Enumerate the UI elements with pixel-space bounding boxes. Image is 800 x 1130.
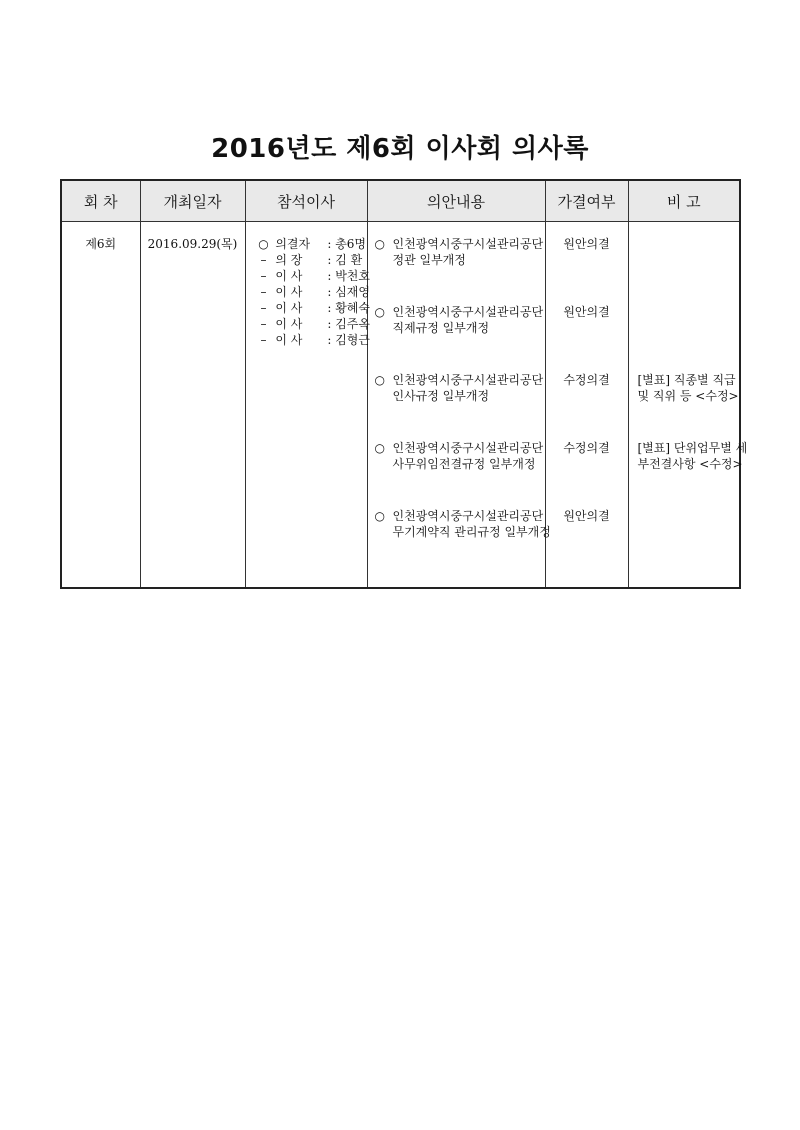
agenda-item	[369, 372, 544, 440]
attendee-line: – 이 사 : 황혜숙	[256, 300, 366, 316]
bullet-mark: ○	[374, 509, 385, 523]
remark-item	[630, 372, 739, 440]
remark-line	[638, 524, 739, 540]
remark-item	[630, 508, 739, 576]
attendee-role: 이 사	[275, 333, 303, 347]
remark-line	[638, 320, 739, 336]
attendee-line: ○ 의결자 : 총6명	[256, 236, 366, 252]
agenda-org: 인천광역시중구시설관리공단	[392, 509, 544, 523]
remark-line	[638, 304, 739, 320]
attendee-name: 김형근	[335, 333, 370, 347]
header-agenda: 의안내용	[367, 180, 545, 222]
attendees-cell	[245, 222, 370, 589]
header-remarks: 비 고	[628, 180, 740, 222]
result-value: 원안의결	[563, 305, 610, 319]
round-cell: 제6회	[61, 222, 140, 589]
agenda-title: 무기계약직 관리규정 일부개정	[392, 525, 551, 539]
remark-line: [별표] 단위업무별 세	[637, 441, 748, 455]
attendee-role: 이 사	[275, 285, 303, 299]
bullet-mark: ○	[374, 305, 385, 319]
attendee-role: 의 장	[275, 253, 303, 267]
agenda-item	[369, 304, 544, 372]
attendee-name: 박천호	[335, 269, 370, 283]
bullet-mark: ○	[374, 237, 385, 251]
agenda-title: 정관 일부개정	[392, 253, 466, 267]
attendee-line: – 이 사 : 심재영	[256, 284, 366, 300]
table-row	[61, 222, 740, 589]
result-value: 수정의결	[563, 441, 610, 455]
agenda-cell	[367, 222, 551, 589]
attendee-name: 황혜숙	[335, 301, 370, 315]
remark-line: [별표] 직종별 직급	[637, 373, 736, 387]
agenda-org: 인천광역시중구시설관리공단	[392, 237, 544, 251]
agenda-item	[369, 236, 544, 304]
bullet-mark: ○	[374, 373, 385, 387]
dash-mark: –	[260, 253, 267, 267]
agenda-item	[369, 440, 544, 508]
attendee-line: – 이 사 : 김형근	[256, 332, 366, 348]
result-value: 원안의결	[563, 237, 610, 251]
header-date: 개최일자	[140, 180, 245, 222]
header-result: 가결여부	[545, 180, 628, 222]
remark-item	[630, 440, 748, 508]
document-title: 2016년도 제6회 이사회 의사록	[211, 134, 589, 164]
agenda-item	[369, 508, 551, 576]
header-row	[61, 180, 740, 222]
dash-mark: –	[260, 301, 267, 315]
dash-mark: –	[260, 269, 267, 283]
agenda-title: 직제규정 일부개정	[392, 321, 490, 335]
dash-mark: –	[260, 285, 267, 299]
attendee-role: 의결자	[275, 237, 311, 251]
remark-line	[638, 508, 739, 524]
agenda-org: 인천광역시중구시설관리공단	[392, 373, 544, 387]
dash-mark: –	[260, 317, 267, 331]
remark-item	[630, 236, 739, 304]
remark-line: 및 직위 등 <수정>	[637, 389, 739, 403]
attendee-name: 심재영	[335, 285, 370, 299]
result-cell	[545, 222, 628, 589]
date-cell: 2016.09.29(목)	[140, 222, 245, 589]
header-round: 회 차	[61, 180, 140, 222]
attendee-line: – 이 사 : 박천호	[256, 268, 366, 284]
remarks-cell	[628, 222, 748, 589]
attendee-role: 이 사	[275, 317, 303, 331]
result-value: 수정의결	[563, 373, 610, 387]
agenda-title: 사무위임전결규정 일부개정	[392, 457, 536, 471]
result-value: 원안의결	[563, 509, 610, 523]
attendee-name: 총6명	[335, 237, 367, 251]
header-attendees: 참석이사	[245, 180, 367, 222]
bullet-mark: ○	[258, 237, 269, 251]
dash-mark: –	[260, 333, 267, 347]
attendee-role: 이 사	[275, 301, 303, 315]
agenda-org: 인천광역시중구시설관리공단	[392, 441, 544, 455]
attendee-line: – 의 장 : 김 환	[256, 252, 366, 268]
attendee-name: 김주옥	[335, 317, 370, 331]
attendee-role: 이 사	[275, 269, 303, 283]
attendee-line: – 이 사 : 김주옥	[256, 316, 366, 332]
minutes-table	[60, 179, 748, 589]
remark-line	[638, 252, 739, 268]
remark-line: 부전결사항 <수정>	[637, 457, 743, 471]
agenda-title: 인사규정 일부개정	[392, 389, 490, 403]
bullet-mark: ○	[374, 441, 385, 455]
agenda-org: 인천광역시중구시설관리공단	[392, 305, 544, 319]
attendee-name: 김 환	[335, 253, 363, 267]
remark-item	[630, 304, 739, 372]
remark-line	[638, 236, 739, 252]
